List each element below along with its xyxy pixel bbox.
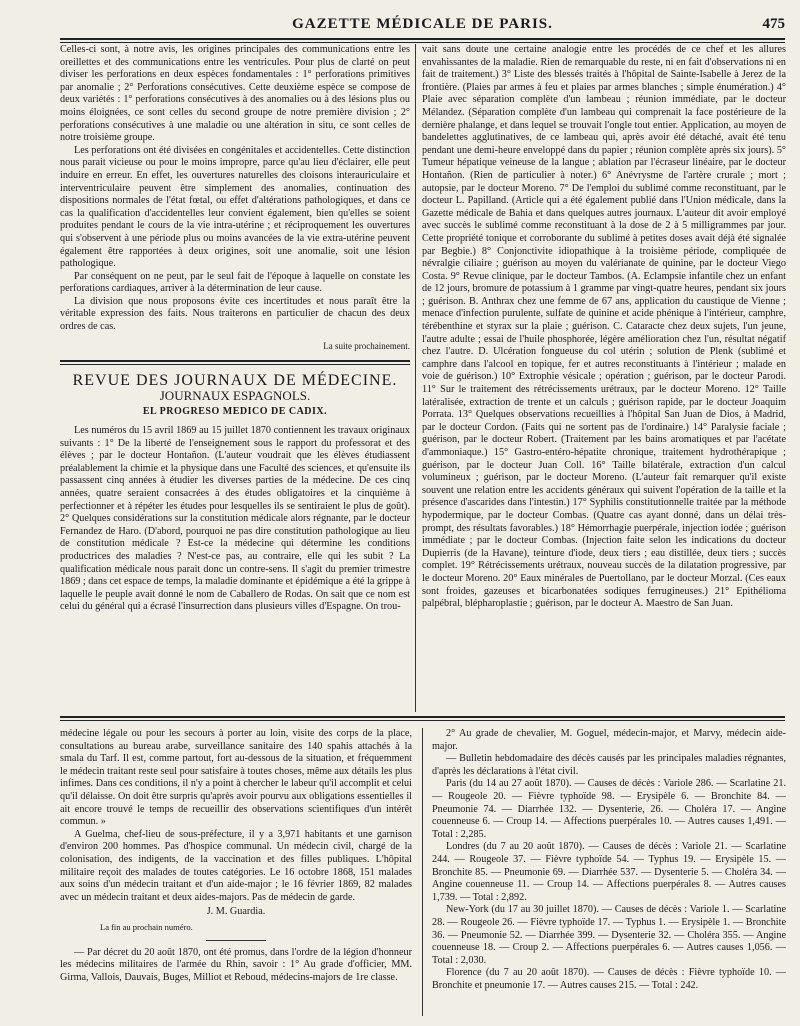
paragraph: médecine légale ou pour les secours à porter au loin, visite des corps de la place, consultations au bureau arabe, surveillance sanitaire des 140 spahis attachés à la smala du Tarf. Il est, comme partout, fort au-dessous de la situation, et fréquemment le médecin traitant reste seul pour satisfaire à toutes choses, même aux détails les plus infimes. Dans ces conditions, il n'y a point à chercher le labeur qu'il accomplit et celui qu'il délaisse. On doit être surpris qu'après avoir pourvu aux obligations essentielles il ait encore trouvé le temps de recueillir des observations scientifiques d'un intérêt commun. » xyxy=(60,728,412,828)
section-divider xyxy=(60,716,785,721)
bottom-column-left xyxy=(60,728,412,984)
continuation-note: La suite prochainement. xyxy=(323,340,410,351)
bottom-column-right xyxy=(432,728,786,992)
paragraph: A Guelma, chef-lieu de sous-préfecture, il y a 3,971 habitants et une garnison d'environ 200 hommes. Pas d'hospice communal. Un médecin civil, chargé de la colonisation, des indigents, de la vaccination et des filles publiques. L'hôpital militaire reçoit des malades de toutes catégories. Le 16 octobre 1868, 151 malades aux soins d'un médecin traitant et d'un aide-major ; le 16 février 1869, 82 malades avec un médecin traitant et deux aides-majors. Pas de médecin de garde. xyxy=(60,828,412,903)
signature: J. M. Guardia. xyxy=(206,906,266,918)
paragraph: Celles-ci sont, à notre avis, les origines principales des communications entre les oreillettes et des communications entre les ventricules. Pour plus de clarté on peut diviser les perforations en deux espèces fondamentales : 1° perforations primitives par anomalie ; 2° Perforations consécutives. Cette deuxième espèce se compose de deux variétés : 1° perforations consécutives à des anomalies ou à des lésions plus ou moins éloignées, ce sont celles du second groupe de notre première division ; 2° perforations consécutives à une maladie ou une altération in situ, ce sont celles de notre troisième groupe. xyxy=(60,44,410,144)
paragraph: Florence (du 7 au 20 août 1870). — Causes de décès : Fièvre typhoïde 10. — Bronchite et pneumonie 17. — Autres causes 215. — Total : 242. xyxy=(432,967,786,991)
section-title: REVUE DES JOURNAUX DE MÉDECINE. xyxy=(72,372,398,390)
continuation-note: La fin au prochain numéro. xyxy=(100,921,193,932)
column-left xyxy=(60,44,410,614)
paragraph: New-York (du 17 au 30 juillet 1870). — Causes de décès : Variole 1. — Scarlatine 28. — Rougeole 26. — Fièvre typhoïde 17. — Typhus 1. — Erysipèle 1. — Bronchite 36. — Pneumonie 52. — Diarrhée 399. — Dysenterie 32. — Choléra 355. — Angine couenneuse 18. — Croup 2. — Affections puerpérales 6. — Autres causes 1,056. — Total : 2,030. xyxy=(432,904,786,966)
column-right xyxy=(422,44,786,611)
page-number: 475 xyxy=(762,16,785,32)
column-divider xyxy=(422,728,423,1016)
page-header xyxy=(60,14,785,36)
column-divider xyxy=(415,44,416,712)
paragraph: — Par décret du 20 août 1870, ont été promus, dans l'ordre de la légion d'honneur les médecins militaires de l'armée du Rhin, savoir : 1° Au grade d'officier, MM. Girma, Vallois, Dauvais, Buges, Milliot et Reboud, médecins-majors de 1re classe. xyxy=(60,946,412,983)
paragraph: Londres (du 7 au 20 août 1870). — Causes de décès : Variole 21. — Scarlatine 244. — Rougeole 37. — Fièvre typhoïde 54. — Typhus 19. — Erysipèle 15. — Bronchite 85. — Pneumonie 69. — Diarrhée 537. — Dysenterie 5. — Choléra 34. — Angine couenneuse 11. — Croup 14. — Affections puerpérales 8. — Autres causes 1,739. — Total : 2,892. xyxy=(432,841,786,903)
journal-title: GAZETTE MÉDICALE DE PARIS. xyxy=(292,16,553,32)
header-rule xyxy=(60,38,785,43)
paragraph: Les numéros du 15 avril 1869 au 15 juillet 1870 contiennent les travaux originaux suivants : 1° De la liberté de l'enseignement sous le rapport du professorat et des élèves ; par le docteur Hontañon. (L'auteur voudrait que les élèves étudiassent préalablement la chimie et la physique dans une Faculté des sciences, et qu'ensuite ils passassent cinq années à étudier les diverses parties de la médecine. De ces cinq années, quatre seraient consacrées à des études obligatoires et la cinquième à perfectionner et à répéter les études pour lesquelles ils se sentiraient le plus de goût). 2° Quelques considérations sur la constitution médicale alors régnante, par le docteur Fernandez de Haro. (D'abord, pourquoi ne pas dire constitution pathologique au lieu de constitution médicale ? Est-ce la médecine qui détermine les conditions productrices des maladies ? N'est-ce pas, au contraire, elle qui les subit ? La qualification médicale nous parait donc un contre-sens. Il s'agit du premier trimestre 1869 ; dans cet espace de temps, la maladie dominante et épidémique a été la grippe à laquelle le peuple avait donné le nom de Caballero de Rodas. On sait que ce nom est celui du général qui a écrasé l'insurrection dans plusieurs villes d'Espagne. On trou- xyxy=(60,425,410,613)
paragraph: Par conséquent on ne peut, par le seul fait de l'époque à laquelle on constate les perforations cardiaques, arriver à la détermination de leur cause. xyxy=(60,270,410,295)
section-subtitle: JOURNAUX ESPAGNOLS. xyxy=(159,387,311,403)
journal-name: EL PROGRESO MEDICO DE CADIX. xyxy=(142,406,328,418)
paragraph: — Bulletin hebdomadaire des décès causés par les principales maladies régnantes, d'après les déclarations à l'état civil. xyxy=(432,753,786,777)
paragraph: 2° Au grade de chevalier, M. Goguel, médecin-major, et Marvy, médecin aide-major. xyxy=(432,728,786,752)
paragraph: Les perforations ont été divisées en congénitales et accidentelles. Cette distinction nous parait vicieuse ou pour le moins impropre, parce qu'au lieu d'éclairer, elle peut induire en erreur. En effet, les ouvertures naturelles des cloisons interauriculaire et interventriculaire peuvent être simplement des anomalies, continuation des dispositions normales de l'état fœtal, ou effet d'altérations pathologiques, et dans ce cas la qualification d'accidentelles leur convient également, bien qu'elles se soient produites pendant le cours de la vie intra-utérine ; et réciproquement les ouvertures qui s'observent à une période plus ou moins avancées de la vie extra-utérine peuvent également être rapportées à deux origines, soit une anomalie, soit une lésion pathologique. xyxy=(60,144,410,270)
paragraph: Paris (du 14 au 27 août 1870). — Causes de décès : Variole 286. — Scarlatine 21. — Rougeole 20. — Fièvre typhoïde 98. — Erysipèle 6. — Bronchite 84. — Pneumonie 74. — Diarrhée 132. — Dysenterie, 26. — Choléra 17. — Angine couenneuse 6. — Croup 14. — Affections puerpérales 10. — Autres causes 1,491. — Total : 2,285. xyxy=(432,778,786,840)
paragraph: vait sans doute une certaine analogie entre les procédés de ce chef et les allures envahissantes de la maladie. Rien de remarquable du reste, ni en fait d'observations ni en fait de traitement.) 3° Liste des blessés traités à l'hôpital de Sainte-Isabelle à Jerez de la frontière. (Plaies par armes à feu et plaies par armes blanches ; simple énumération.) 4° Plaie avec séparation complète d'un lambeau ; réunion immédiate, par le docteur Mélandez. (Séparation complète d'un lambeau qui comprenait la face postérieure de la dernière phalange, et dans lequel se trouvait l'ongle tout entier. Application, au moyen de bandelettes agglutinatives, de ce lambeau qui, après avoir été détaché, avait été tenu pendant une demi-heure enveloppé dans du papier ; réunion complète après six jours). 5° Tumeur hépatique veineuse de la langue ; ablation par l'écraseur linéaire, par le docteur Hontañon. (Rien de particulier à noter.) 6° Anévrysme de l'artère crurale ; mort ; autopsie, par le docteur Moreno. 7° De l'emploi du sublimé comme reconstituant, par le docteur L. Papilland. (Article qui a été également publié dans l'Union médicale, dans la Gazette médicale de Bahia et dans quelques autres journaux. L'auteur dit avoir employé avec succès le sublimé comme reconstituant à la dose de 2 à 5 milligrammes par jour. Cette propriété tonique et corroborante du sublimé à petites doses avait déjà été signalée par Begbie.) 8° Conjonctivite idiopathique à la troisième période, compliquée de névralgie ciliaire ; guérison au moyen du valérianate de quinine, par le docteur Viego Costa. 9° Revue clinique, par le docteur Tambos. (A. Eclampsie infantile chez un enfant de 12 jours, bromure de potassium à 1 gramme par vingt-quatre heures, pendant six jours ; guérison. B. Anthrax chez une femme de 67 ans, application du caustique de Vienne ; menace d'infection purulente, sulfate de quinine et acide phénique à l'intérieur, camphre, térébenthine et styrax sur la plaie ; guérison. C. Cataracte chez deux sujets, l'un jeune, l'autre adulte ; essai de l'huile phosphorée, légère amélioration chez l'un, résultat négatif chez l'autre. D. Ulcération fongueuse du col utérin ; solution de Plenk (sublimé et camphre dans l'alcool en topique, fer et autres reconstituants à l'intérieur ; malade en voie de guérison.) 10° Extrophie vésicale ; opération ; guérison, par le docteur Parodi. 11° Sur le traitement des rétrécissements urétraux, par le docteur Moreno. 12° Taille latéralisée, extraction de trente et un calculs ; guérison rapide, par le docteur Joaquim Porrata. 13° Quelques observations recueillies à l'hôpital San Juan de Dios, à Madrid, par le docteur Cordon. (Faits qui ne sortent pas de l'ordinaire.) 14° Paralysie faciale ; guérison, par le docteur Robert. (Traitement par les bains aromatiques et par l'acétate d'ammoniaque.) 15° Gastro-entéro-hépatite chronique, traitement hydrothérapique ; guérison, par le docteur Juan Coll. 16° Taille bilatérale, extraction d'un calcul volumineux ; guérison, par le docteur Moreno. (L'auteur fait remarquer qu'il existe souvent une relation entre les accidents généraux qui suivent l'opération de la taille et la présence d'ascarides dans l'intestin.) 17° Syphilis constitutionnelle traitée par la méthode hypodermique, par le docteur Combas. (Quatre cas ayant donné, dans un délai très-prompt, des résultats favorables.) 18° Hémorrhagie puerpérale, injection iodée ; guérison immédiate ; par le docteur Combas. (Injection faite selon les indications du docteur Dupierris (de la Havane), teinture d'iode, deux tiers ; eau distillée, deux tiers ; succès complet. 19° Rétrécissements urétraux, nouveau succès de la dilatation progressive, par le docteur Moreno. 20° Eaux minérales de Puertollano, par le docteur Morzal. (Ces eaux sont froides, gazeuses et bicarbonatées sodiques ferrugineuses.) 21° Epithélioma palpébral, blépharoplastie ; guérison, par le docteur A. Maestro de San Juan. xyxy=(422,44,786,610)
paragraph: La division que nous proposons évite ces incertitudes et nous paraît être la véritable expression des faits. Nous traiterons en particulier de chacun des deux ordres de cas. xyxy=(60,295,410,333)
section-rule xyxy=(60,360,410,365)
short-rule xyxy=(206,940,266,941)
